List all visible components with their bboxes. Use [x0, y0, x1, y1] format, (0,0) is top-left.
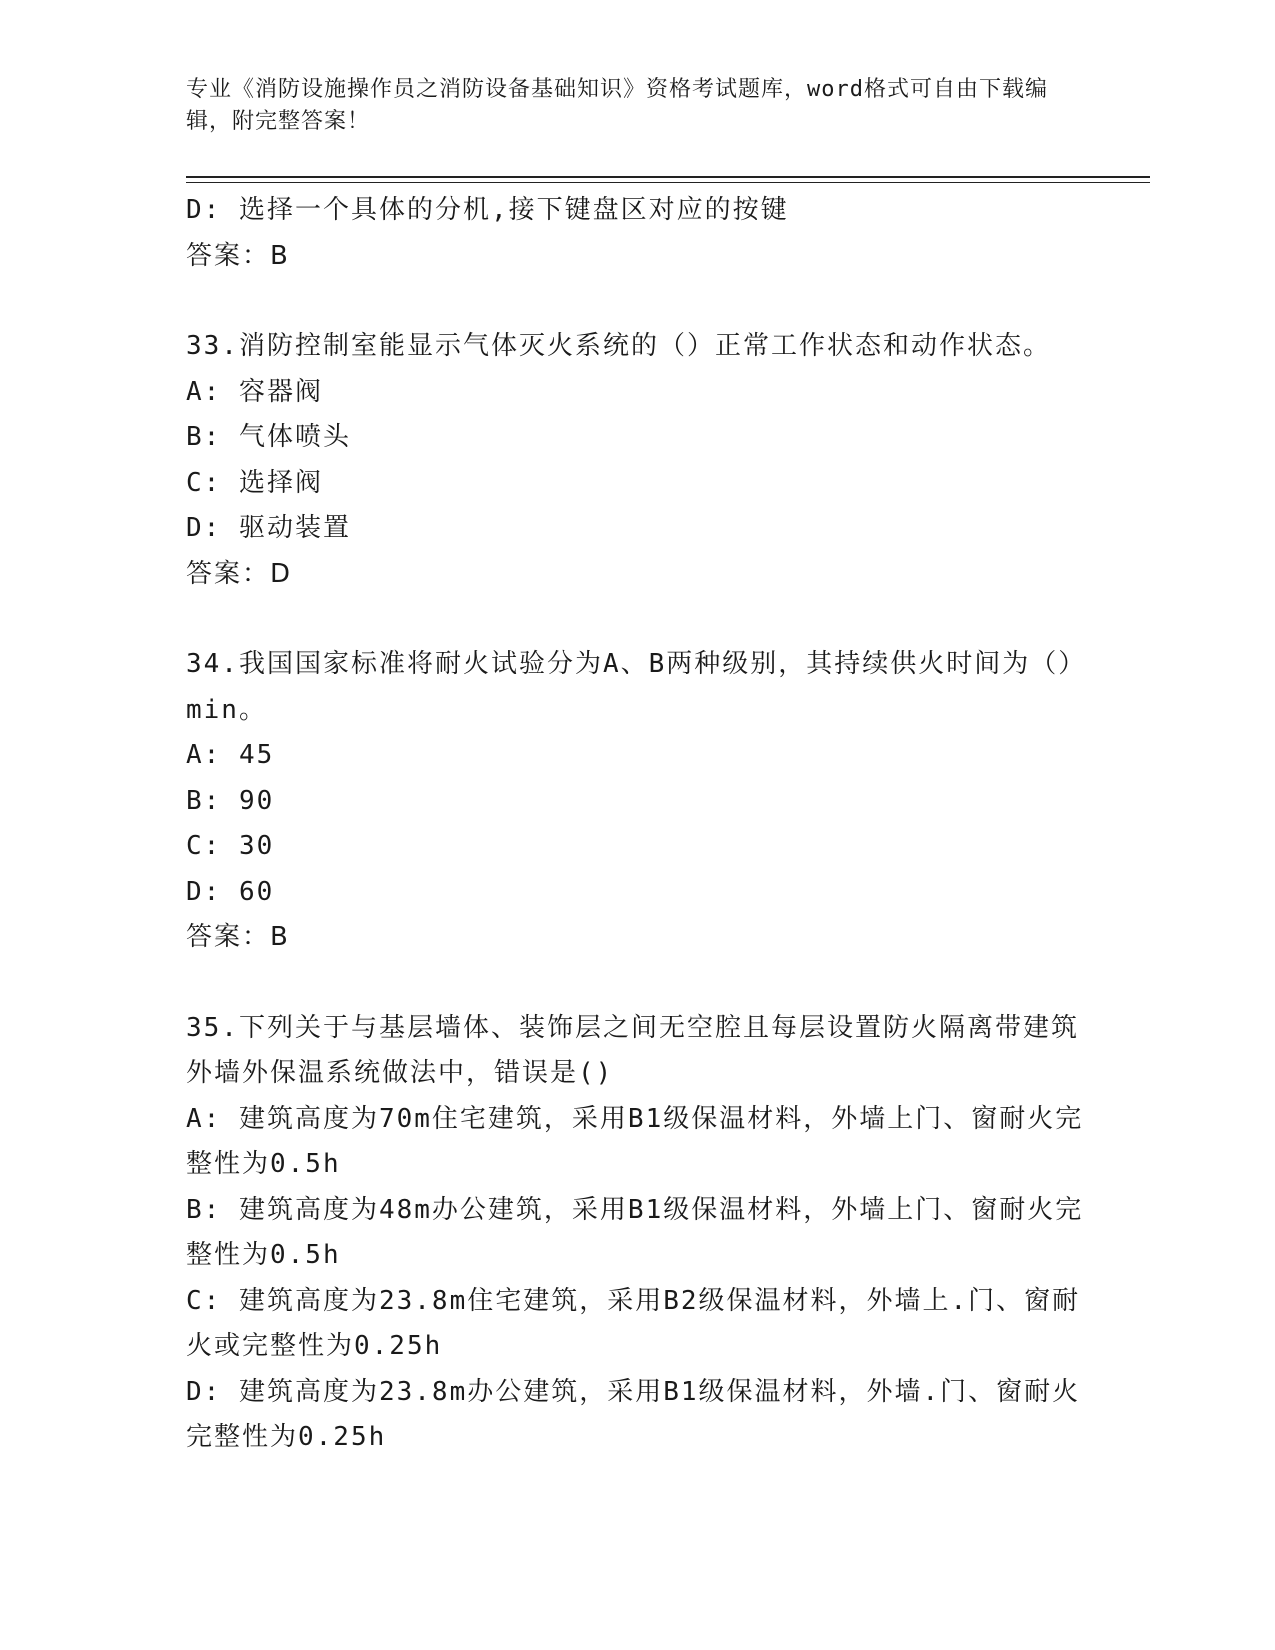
question-35: [186, 1006, 1086, 1461]
question-stem: 35.下列关于与基层墙体、装饰层之间无空腔且每层设置防火隔离带建筑外墙外保温系统做法中，错误是(): [186, 1012, 1079, 1088]
option-d: D: 驱动装置: [186, 513, 351, 543]
option-b: B: 建筑高度为48m办公建筑，采用B1级保温材料，外墙上门、窗耐火完整性为0.5h: [186, 1194, 1084, 1270]
question-stem: 34.我国国家标准将耐火试验分为A、B两种级别，其持续供火时间为（）min。: [186, 649, 1074, 725]
option-c: C: 选择阀: [186, 467, 323, 498]
header-divider-thin: [186, 182, 1150, 183]
option-a: A: 容器阀: [186, 376, 323, 407]
answer-label: 答案：B: [186, 240, 290, 271]
option-c: C: 30: [186, 831, 275, 861]
question-34: [186, 642, 1086, 961]
option-d: D: 建筑高度为23.8m办公建筑，采用B1级保温材料，外墙.门、窗耐火完整性为0.25h: [186, 1376, 1081, 1452]
question-list: [186, 188, 1086, 1461]
answer-label: 答案：B: [186, 922, 290, 952]
question-33: [186, 324, 1086, 597]
option-c: C: 建筑高度为23.8m住宅建筑，采用B2级保温材料，外墙上.门、窗耐火或完整性为0.25h: [186, 1285, 1081, 1361]
option-a: A: 建筑高度为70m住宅建筑，采用B1级保温材料，外墙上门、窗耐火完整性为0.5h: [186, 1103, 1084, 1179]
question-32-tail: [186, 188, 1086, 279]
option-b: B: 90: [186, 785, 275, 816]
question-stem: 33.消防控制室能显示气体灭火系统的（）正常工作状态和动作状态。: [186, 331, 1051, 361]
option-d: D: 60: [186, 876, 275, 907]
document-header: 专业《消防设施操作员之消防设备基础知识》资格考试题库，word格式可自由下载编辑，附完整答案！: [186, 77, 1048, 134]
option-b: B: 气体喷头: [186, 422, 351, 452]
option-a: A: 45: [186, 740, 275, 770]
header-divider-thick: [186, 176, 1150, 178]
answer-label: 答案：D: [186, 558, 293, 589]
option-d: D: 选择一个具体的分机,接下键盘区对应的按键: [186, 195, 789, 225]
